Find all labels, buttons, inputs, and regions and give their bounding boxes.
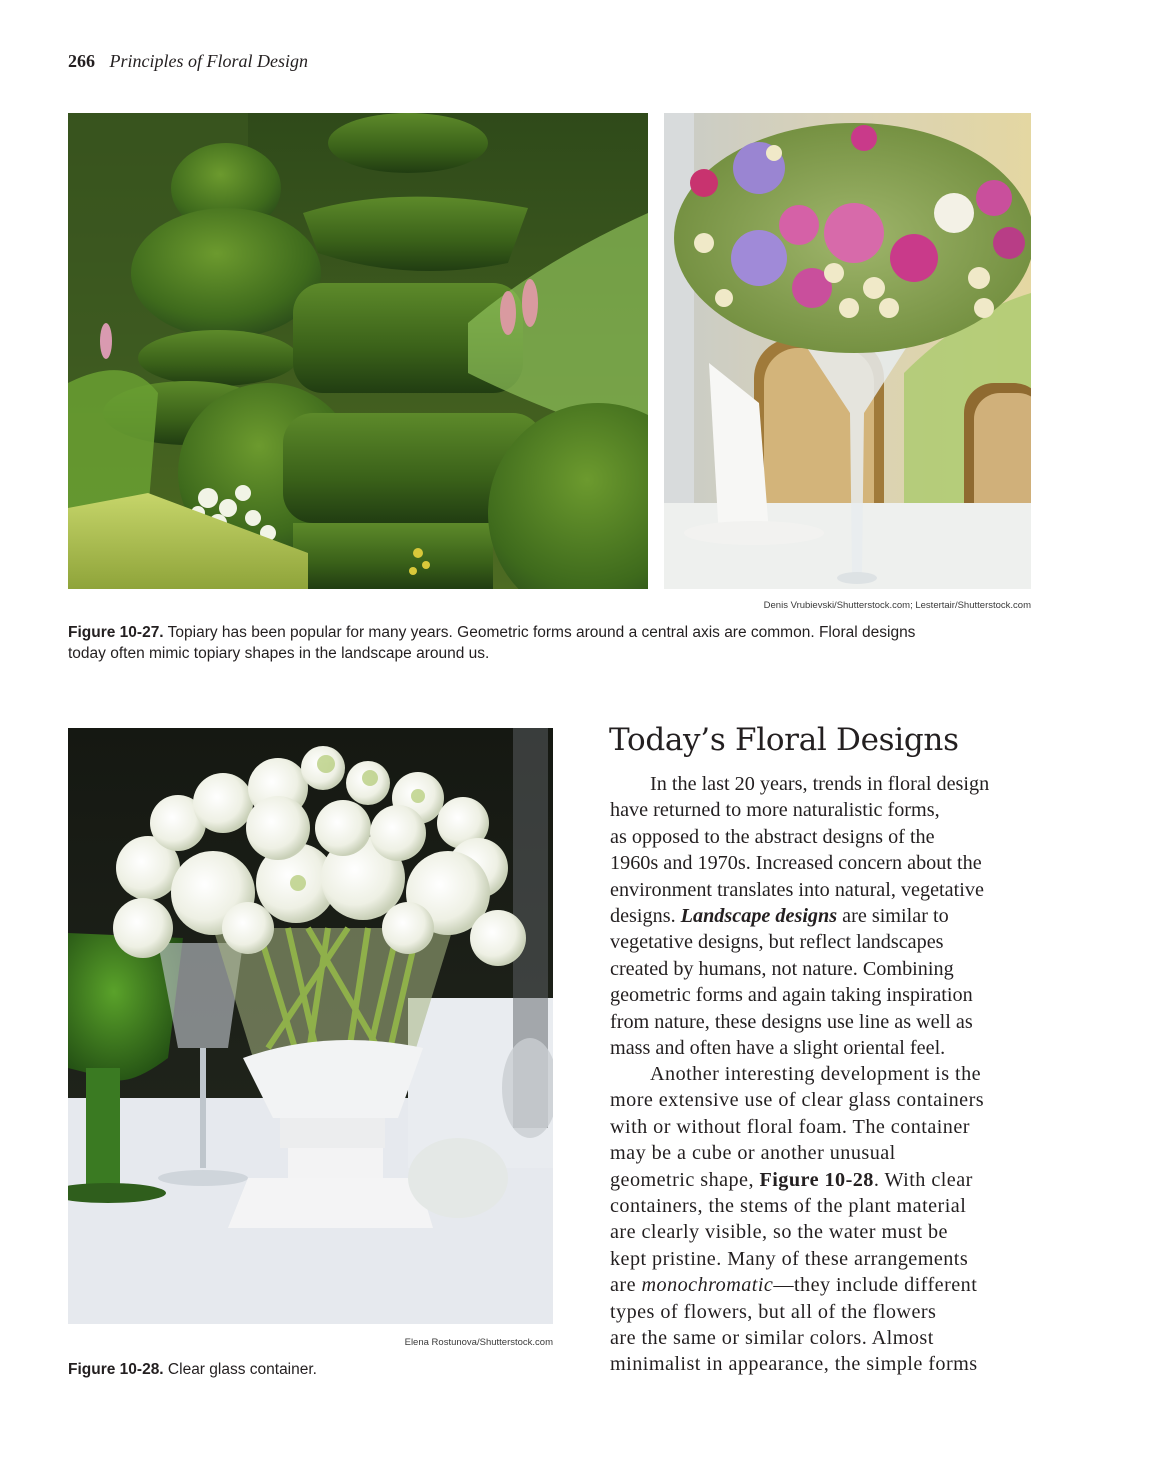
text-fragment: designs. [610, 905, 681, 928]
text-line: mass and often have a slight oriental feel. [610, 1037, 946, 1060]
text-line: types of flowers, but all of the flowers [610, 1300, 937, 1323]
ranunculus-photo [68, 728, 553, 1324]
text-line [610, 1272, 1040, 1298]
text-line: have returned to more naturalistic forms, [610, 799, 940, 822]
text-fragment: —they include different [773, 1274, 978, 1297]
text-line: minimalist in appearance, the simple forms [610, 1353, 978, 1376]
text-fragment: geometric shape, [610, 1168, 760, 1191]
running-head [68, 51, 308, 72]
floral-centerpiece-photo [664, 113, 1031, 589]
figure-10-27-caption [68, 622, 1048, 664]
text-line: from nature, these designs use line as well as [610, 1010, 973, 1033]
figure-label: Figure 10-27. [68, 624, 164, 641]
page-number: 266 [68, 51, 95, 71]
book-title: Principles of Floral Design [109, 51, 308, 71]
text-line: with or without floral foam. The container [610, 1115, 970, 1138]
paragraph-2 [610, 1061, 1040, 1378]
figure-10-28-credit: Elena Rostunova/Shutterstock.com [404, 1337, 553, 1348]
text-line: are clearly visible, so the water must be [610, 1221, 948, 1244]
text-line: Another interesting development is the [650, 1063, 982, 1085]
text-line: more extensive use of clear glass containers [610, 1089, 985, 1112]
text-line: are the same or similar colors. Almost [610, 1327, 934, 1350]
text-line: vegetative designs, but reflect landscapes [610, 931, 944, 954]
key-term: Landscape designs [680, 905, 838, 928]
text-line: geometric forms and again taking inspiration [610, 984, 973, 1007]
text-fragment: are similar to [837, 905, 949, 928]
figure-label: Figure 10-28. [68, 1361, 164, 1378]
text-line: environment translates into natural, vegetative [610, 878, 984, 901]
text-line: kept pristine. Many of these arrangements [610, 1247, 969, 1270]
caption-text: Clear glass container. [163, 1361, 317, 1378]
caption-line: Topiary has been popular for many years. Geometric forms around a central axis are common. Floral designs [163, 624, 916, 641]
caption-line: today often mimic topiary shapes in the landscape around us. [68, 645, 490, 662]
text-line: containers, the stems of the plant material [610, 1195, 967, 1218]
figure-reference: Figure 10-28 [759, 1168, 874, 1191]
text-line [610, 903, 1040, 929]
text-line: as opposed to the abstract designs of the [610, 825, 935, 848]
text-line: 1960s and 1970s. Increased concern about the [610, 852, 982, 875]
figure-10-27-credit: Denis Vrubievski/Shutterstock.com; Lestertair/Shutterstock.com [763, 600, 1031, 611]
text-line: created by humans, not nature. Combining [610, 957, 954, 980]
topiary-photo [68, 113, 648, 589]
text-line: In the last 20 years, trends in floral design [650, 773, 990, 795]
text-line [610, 1167, 1040, 1193]
text-line: may be a cube or another unusual [610, 1142, 896, 1165]
text-fragment: . With clear [873, 1168, 973, 1191]
paragraph-1 [610, 771, 1040, 1061]
section-heading: Today’s Floral Designs [609, 722, 959, 758]
key-term: monochromatic [641, 1274, 774, 1297]
text-fragment: are [610, 1274, 642, 1297]
figure-10-28-caption [68, 1359, 548, 1380]
